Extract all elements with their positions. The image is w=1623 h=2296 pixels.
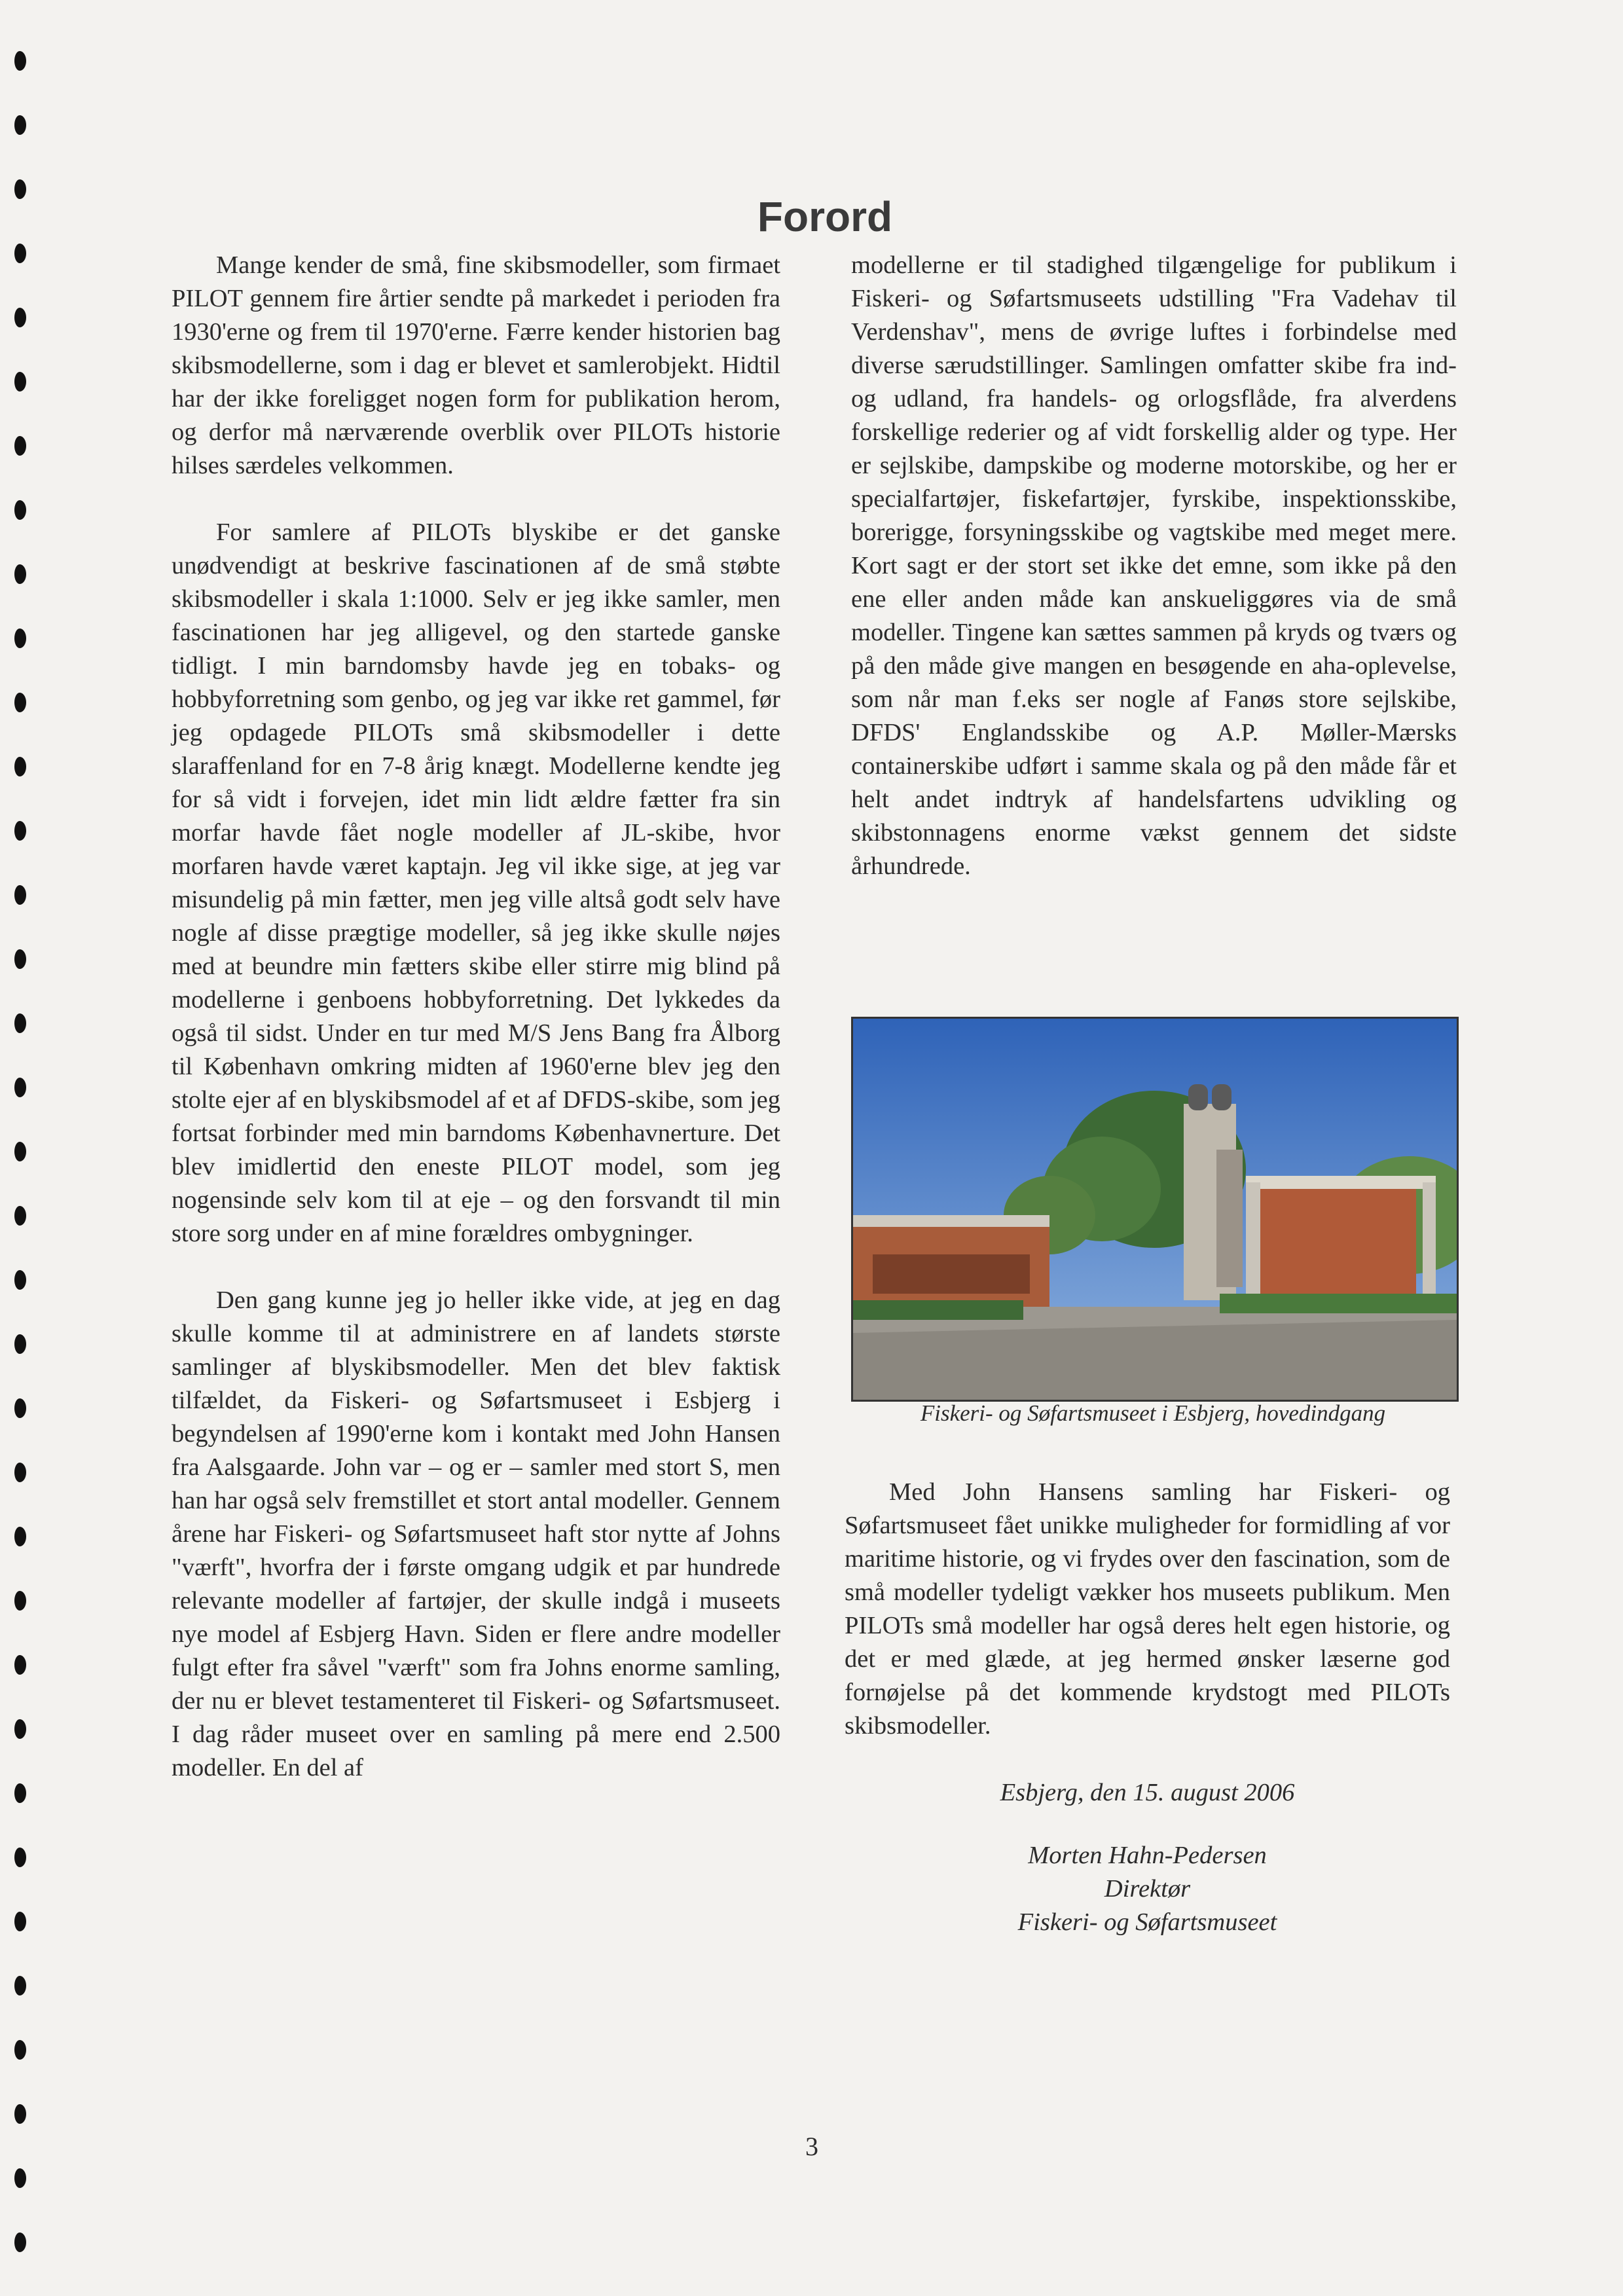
- binding-hole: [14, 1206, 26, 1226]
- binding-hole: [14, 115, 26, 135]
- binding-hole: [14, 1334, 26, 1354]
- binding-hole: [14, 1463, 26, 1482]
- binding-hole: [14, 821, 26, 841]
- binding-hole: [14, 693, 26, 712]
- paragraph: modellerne er til stadighed tilgængelige for publikum i Fiskeri- og Søfartsmuseets udstilling "Fra Vadehav til Verdenshav", mens de øvrige luftes i forbindelse med diverse særudstillinger. Samlingen omfatter skibe fra ind- og udland, fra handels- og orlogsflåde, fra alverdens forskellige rederier og af vidt forskellig alder og type. Her er sejlskibe, dampskibe og moderne motorskibe, og her er specialfartøjer, fiskefartøjer, fyrskibe, inspektionsskibe, borerigge, forsyningsskibe og vagtskibe med meget mere. Kort sagt er der stort set ikke det emne, som ikke på den ene eller anden måde kan anskueliggøres via de små modeller. Tingene kan sættes sammen på kryds og tværs og på den måde give mangen en besøgende en aha-oplevelse, som når man f.eks ser nogle af Fanøs store sejlskibe, DFDS' Englandsskibe og A.P. Møller-Mærsks containerskibe udført i samme skala og på den måde får et helt andet indtryk af handelsfartens udvikling og skibstonnagens enorme vækst gennem det sidste århundrede.: [851, 251, 1457, 880]
- binding-hole: [14, 1013, 26, 1033]
- binding-hole: [14, 1976, 26, 1995]
- binding-hole: [14, 51, 26, 71]
- binding-hole: [14, 500, 26, 520]
- binding-hole: [14, 757, 26, 776]
- left-column: [172, 249, 780, 1785]
- binding-hole: [14, 2040, 26, 2060]
- paragraph: Mange kender de små, fine skibsmodeller, som firmaet PILOT gennem fire årtier sendte på markedet i perioden fra 1930'erne og frem til 1970'erne. Færre kender historien bag skibsmodellerne, som i dag er blevet et samlerobjekt. Hidtil har der ikke foreligget nogen form for publikation herom, og derfor må nærværende overblik over PILOTs historie hilses særdeles velkommen.: [172, 251, 780, 479]
- binding-hole: [14, 1719, 26, 1739]
- binding-hole: [14, 885, 26, 905]
- signature-role: Direktør: [1104, 1875, 1191, 1903]
- paragraph: Den gang kunne jeg jo heller ikke vide, at jeg en dag skulle komme til at administrere en af landets største samlinger af blyskibsmodeller. Men det blev faktisk tilfældet, da Fiskeri- og Søfartsmuseet i Esbjerg i begyndelsen af 1990'erne kom i kontakt med John Hansen fra Aalsgaarde. John var – og er – samler med stort S, men han har også selv fremstillet et stort antal modeller. Gennem årene har Fiskeri- og Søfartsmuseet haft stor nytte af Johns "værft", hvorfra der i første omgang udgik et par hundrede relevante modeller af fartøjer, der skulle indgå i museets nye model af Esbjerg Havn. Siden er flere andre modeller fulgt efter fra såvel "værft" som fra Johns enorme samling, der nu er blevet testamenteret til Fiskeri- og Søfartsmuseet. I dag råder museet over en samling på mere end 2.500 modeller. En del af: [172, 1286, 780, 1781]
- binding-hole: [14, 949, 26, 969]
- binding-hole: [14, 2104, 26, 2124]
- binding-hole: [14, 1527, 26, 1546]
- binding-hole: [14, 1078, 26, 1097]
- binding-hole: [14, 2232, 26, 2252]
- signature: [845, 1839, 1450, 1939]
- binding-hole: [14, 1848, 26, 1867]
- signature-name: Morten Hahn-Pedersen: [1028, 1842, 1267, 1869]
- binding-hole: [14, 564, 26, 584]
- binding-hole: [14, 2168, 26, 2188]
- right-column: [851, 249, 1457, 883]
- binding-hole: [14, 1591, 26, 1611]
- binding-hole: [14, 244, 26, 263]
- page-title: Forord: [757, 193, 893, 240]
- binding-hole: [14, 372, 26, 392]
- binding-hole: [14, 436, 26, 456]
- place-date: Esbjerg, den 15. august 2006: [1000, 1779, 1295, 1806]
- binding-hole: [14, 1270, 26, 1290]
- binding-hole: [14, 1398, 26, 1418]
- museum-photo: [851, 1017, 1459, 1402]
- binding-hole: [14, 1783, 26, 1803]
- paragraph: Med John Hansens samling har Fiskeri- og Søfartsmuseet fået unikke muligheder for formidling af vor maritime historie, og vi frydes over den fascination, som de små modeller tydeligt vækker hos museets publikum. Men PILOTs små modeller har også deres helt egen historie, og det er med glæde, at jeg hermed ønsker læserne god fornøjelse på det kommende krydstogt med PILOTs skibsmodeller.: [845, 1478, 1450, 1740]
- binding-hole: [14, 1142, 26, 1161]
- binding-hole: [14, 179, 26, 199]
- page-number: 3: [805, 2132, 818, 2161]
- paragraph: For samlere af PILOTs blyskibe er det ganske unødvendigt at beskrive fascinationen af de små støbte skibsmodeller i skala 1:1000. Selv er jeg ikke samler, men fascinationen har jeg alligevel, og den startede ganske tidligt. I min barndomsby havde jeg en tobaks- og hobbyforretning som genbo, og jeg var ikke ret gammel, før jeg opdagede PILOTs små skibsmodeller i dette slaraffenland for en 7-8 årig knægt. Modellerne kendte jeg for så vidt i forvejen, idet min lidt ældre fætter fra sin morfar havde fået nogle modeller af JL-skibe, hvor morfaren havde været kaptajn. Jeg vil ikke sige, at jeg var misundelig på min fætter, men jeg ville altså godt selv have nogle af disse prægtige modeller, så jeg ikke skulle nøjes med at beundre min fætters skibe eller stirre mig blind på modellerne i genboens hobbyforretning. Det lykkedes da også til sidst. Under en tur med M/S Jens Bang fra Ålborg til København omkring midten af 1960'erne blev jeg den stolte ejer af en blyskibsmodel af et af DFDS-skibe, som jeg fortsat forbinder med min barndoms Københavnerture. Det blev imidlertid den eneste PILOT model, som jeg nogensinde selv kom til at eje – og den forsvandt til min store sorg under en af mine forældres ombygninger.: [172, 519, 780, 1247]
- binding-hole: [14, 1912, 26, 1931]
- binding-hole: [14, 308, 26, 327]
- binding-hole: [14, 629, 26, 648]
- photo-caption: Fiskeri- og Søfartsmuseet i Esbjerg, hovedindgang: [920, 1400, 1386, 1426]
- closing-column: [845, 1476, 1450, 1939]
- signature-institution: Fiskeri- og Søfartsmuseet: [1017, 1908, 1277, 1936]
- binding-hole: [14, 1655, 26, 1675]
